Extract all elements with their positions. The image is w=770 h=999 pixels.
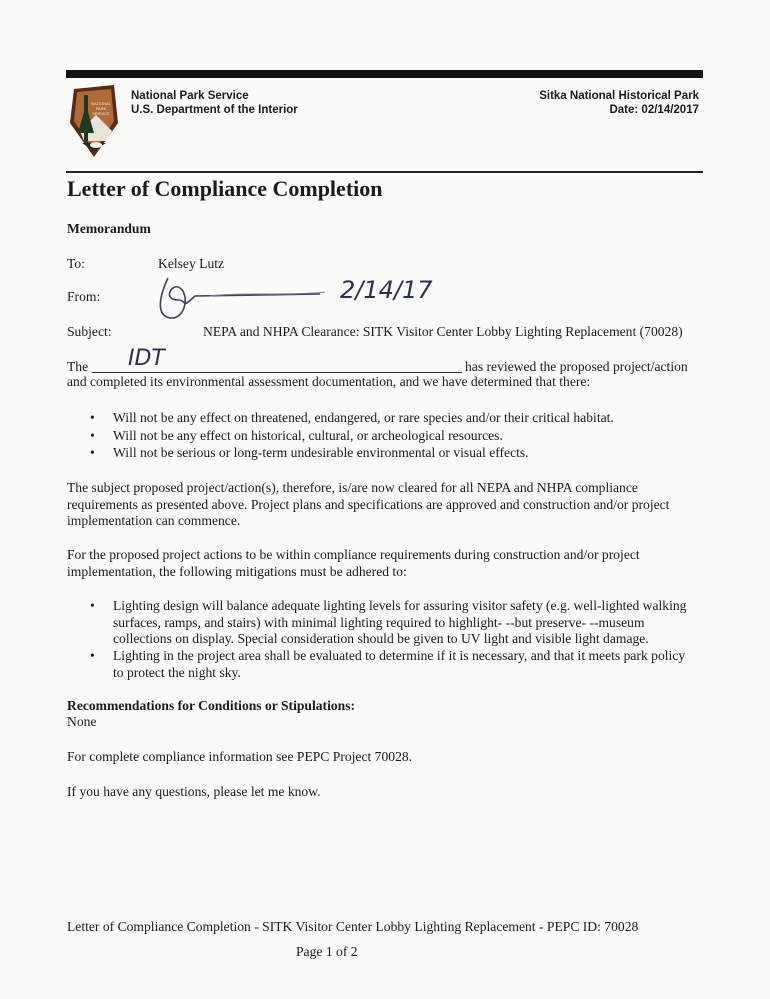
text-line: Lighting design will balance adequate lighting levels for assuring visitor safety (e.g. well-lighted walking [113,598,687,613]
determination-item: Will not be any effect on historical, cultural, or archeological resources. [113,428,503,443]
footer-text: Letter of Compliance Completion - SITK Visitor Center Lobby Lighting Replacement - PEPC ID: 70028 [67,919,639,934]
svg-text:PARK: PARK [95,106,107,111]
header-bottom-rule [66,171,703,173]
intro-line1-end: has reviewed the proposed project/action [465,359,688,374]
text-line: implementation, the following mitigations must be adhered to: [67,563,407,579]
page-number: Page 1 of 2 [296,944,358,959]
mitigation-item [113,648,685,681]
determination-item: Will not be any effect on threatened, endangered, or rare species and/or their critical habitat. [113,410,614,425]
team-handwritten: IDT [128,346,165,371]
text-line: The subject proposed project/action(s), therefore, is/are now cleared for all NEPA and NHPA compliance [67,480,638,495]
bullet-icon: • [90,648,95,663]
park-name: Sitka National Historical Park [539,90,699,102]
mitigation-item [113,598,686,648]
bullet-icon: • [90,410,95,425]
header-top-rule [66,70,703,78]
text-line: Lighting in the project area shall be evaluated to determine if it is necessary, and that it meets park policy [113,648,686,663]
determination-item: Will not be serious or long-term undesirable environmental or visual effects. [113,445,529,460]
memorandum-label: Memorandum [67,221,151,236]
page-title: Letter of Compliance Completion [67,176,383,201]
to-value: Kelsey Lutz [158,256,225,271]
from-label: From: [67,289,101,304]
signature [150,270,340,322]
intro-the: The [67,359,89,374]
text-line: implementation can commence. [67,513,241,529]
pepc-note: For complete compliance information see PEPC Project 70028. [67,749,413,764]
text-line: For the proposed project actions to be within compliance requirements during construction and/or project [67,547,640,562]
to-label: To: [67,256,85,271]
team-blank-line [92,372,462,373]
department-name: U.S. Department of the Interior [131,104,298,116]
nps-arrowhead-logo [66,83,122,159]
text-line: to protect the night sky. [113,664,241,680]
bullet-icon: • [90,428,95,443]
recommendations-value: None [67,714,97,729]
intro-line2: and completed its environmental assessment documentation, and we have determined that there: [67,374,591,389]
memo-date: Date: 02/14/2017 [609,104,699,116]
signature-date: 2/14/17 [340,276,433,304]
text-line: surfaces, ramps, and stairs) with minimal lighting required to highlight- --but preserve- --museum [113,614,645,630]
svg-text:NATIONAL: NATIONAL [91,101,111,106]
mitigation-intro [67,547,640,580]
text-line: collections on display. Special consideration should be given to UV light and visible light damage. [113,631,649,647]
svg-text:SERVICE: SERVICE [92,111,110,116]
bullet-icon: • [90,598,95,613]
clearance-paragraph [67,480,669,530]
subject-label: Subject: [67,324,112,339]
bullet-icon: • [90,445,95,460]
agency-name: National Park Service [131,90,249,102]
subject-value: NEPA and NHPA Clearance: SITK Visitor Center Lobby Lighting Replacement (70028) [203,324,683,339]
text-line: requirements as presented above. Project plans and specifications are approved and construction and/or project [67,496,670,512]
recommendations-heading: Recommendations for Conditions or Stipulations: [67,698,356,713]
closing-line: If you have any questions, please let me know. [67,784,321,799]
